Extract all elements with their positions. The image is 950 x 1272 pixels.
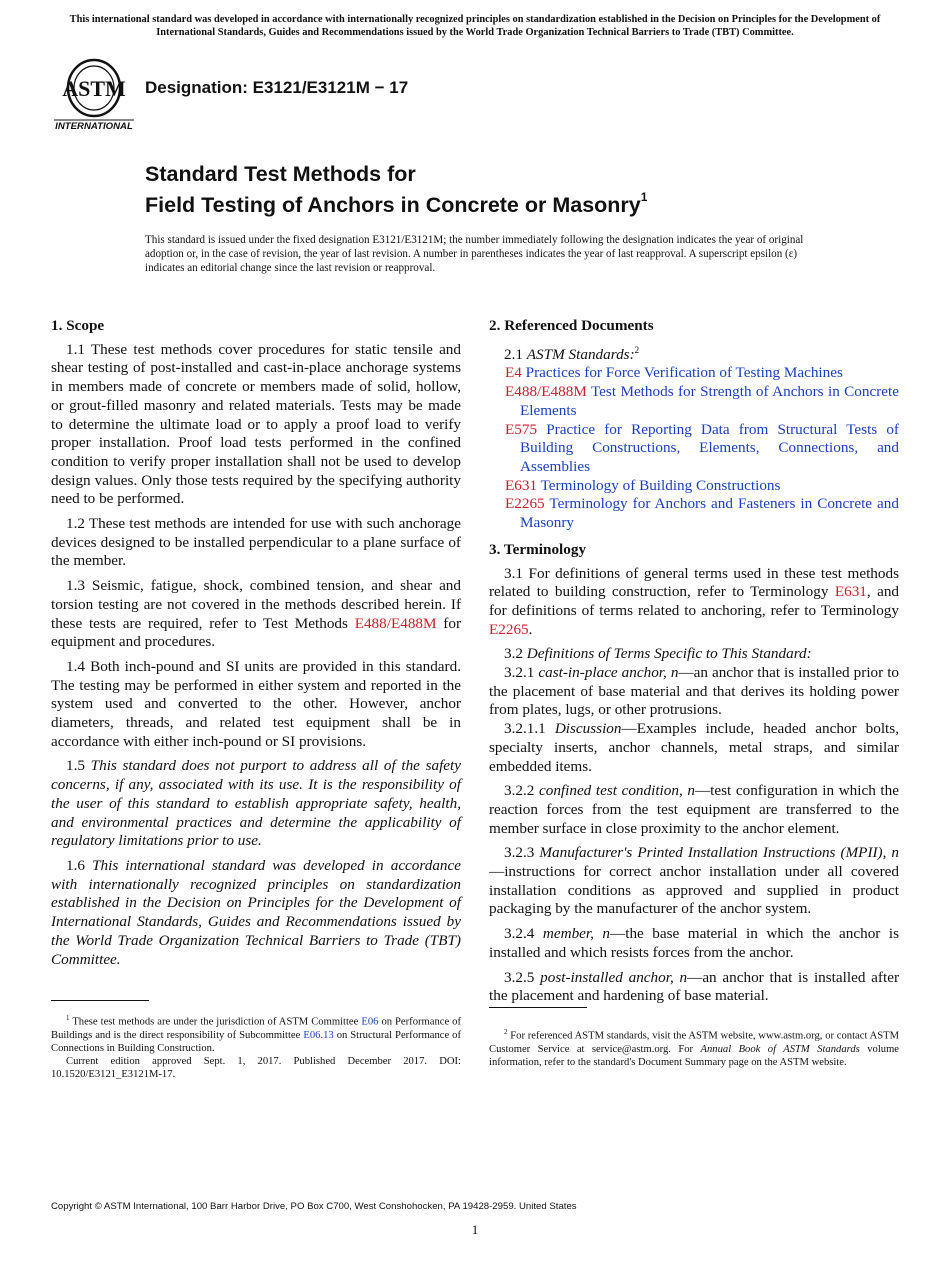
- top-notice: This international standard was developed in accordance with internationally recognized principles on standardization established in the Decision on Principles for the Development of International Standards, Guides and Recommendations issued by the World Trade Organization Technical Barriers to Trade (TBT) Committee.: [69, 14, 881, 38]
- designation: Designation: E3121/E3121M − 17: [145, 78, 409, 97]
- footnote-divider-right: [489, 1007, 587, 1008]
- para-3-2-4: 3.2.4 member, n—the base material in which the anchor is installed and which resists forces from the anchor.: [489, 925, 899, 961]
- issue-note: This standard is issued under the fixed designation E3121/E3121M; the number immediately following the designation indicates the year of original adoption or, in the case of revision, the year of last revision. A number in parentheses indicates the year of last reapproval. A superscript epsilon (ε) indicates an editorial change since the last revision or reapproval.: [145, 234, 804, 274]
- para-3-2-3: 3.2.3 Manufacturer's Printed Installation Instructions (MPII), n—instructions for correct anchor installation under all covered installation conditions as approved and supplied in product packaging by the manufacturer of the anchor system.: [489, 844, 899, 918]
- link-e06-13[interactable]: E06.13: [303, 1029, 334, 1041]
- title-line-2: Field Testing of Anchors in Concrete or Masonry$^1$: [145, 190, 648, 218]
- para-1-3: 1.3 Seismic, fatigue, shock, combined tension, and shear and torsion testing are not covered in the methods described herein. If these tests are required, refer to Test Methods E488/E488M for equipment and procedures.: [51, 577, 462, 651]
- para-3-2-1: 3.2.1 cast-in-place anchor, n—an anchor that is installed prior to the placement of base material and that derives its holding power from plates, lugs, or other protrusions.: [489, 664, 900, 719]
- copyright: Copyright © ASTM International, 100 Barr Harbor Drive, PO Box C700, West Conshohocken, PA 19428-2959. United States: [51, 1201, 577, 1212]
- footnote-1-edition: Current edition approved Sept. 1, 2017. Published December 2017. DOI: 10.1520/E3121_E3121M-17.: [51, 1055, 461, 1080]
- link-e631[interactable]: E631: [834, 583, 867, 601]
- para-3-2-1-1: 3.2.1.1 Discussion—Examples include, headed anchor bolts, specialty inserts, anchor channels, metal straps, and similar embedded items.: [489, 720, 899, 775]
- footnote-2: $^2$ For referenced ASTM standards, visit the ASTM website, www.astm.org, or contact ASTM Customer Service at service@astm.org. For Annual Book of ASTM Standards volume information, refer to the standard's Document Summary page on the ASTM website.: [489, 1028, 900, 1068]
- link-e06[interactable]: E06: [361, 1016, 379, 1028]
- reference-item[interactable]: E631 Terminology of Building Constructions: [505, 476, 781, 494]
- para-1-2: 1.2 These test methods are intended for use with such anchorage devices designed to be installed perpendicular to a plane surface of the member.: [51, 515, 461, 570]
- title-line-1: Standard Test Methods for: [145, 162, 416, 186]
- reference-item[interactable]: E4 Practices for Force Verification of Testing Machines: [505, 364, 843, 382]
- para-3-1: 3.1 For definitions of general terms used in these test methods related to building construction, refer to Terminology E631, and for definitions of terms related to anchoring, refer to Terminology E2265.: [489, 564, 900, 638]
- section-heading-terminology: 3. Terminology: [489, 540, 587, 558]
- document-title: [145, 161, 865, 218]
- para-3-2-5: 3.2.5 post-installed anchor, n—an anchor that is installed after the placement and hardening of base material.: [489, 968, 900, 1005]
- link-e488[interactable]: E488/E488M: [354, 614, 437, 632]
- reference-item[interactable]: E575 Practice for Reporting Data from Structural Tests of Building Constructions, Elements, Connections, and Assemblies: [505, 420, 899, 475]
- reference-list: [489, 364, 899, 532]
- para-2-1: 2.1 ASTM Standards:$^2$: [504, 344, 640, 363]
- page-number: 1: [471, 1222, 479, 1237]
- para-1-1: 1.1 These test methods cover procedures for static tensile and shear testing of post-installed and cast-in-place anchorage systems in members made of concrete or members made of solid, hollow, or grout-filled masonry and related materials. Tests may be made to determine the ultimate load or to apply a proof load to verify proper installation. Proof load tests performed in the confined condition to verify proper installation shall not be used to develop design values. Only those tests required by the specifying authority need to be performed.: [51, 340, 461, 508]
- reference-item[interactable]: E488/E488M Test Methods for Strength of Anchors in Concrete Elements: [505, 383, 899, 419]
- para-3-2-2: 3.2.2 confined test condition, n—test configuration in which the reaction forces from the test equipment are transferred to the member surface in close proximity to the anchor element.: [489, 782, 899, 837]
- section-heading-scope: 1. Scope: [51, 317, 105, 334]
- para-1-5: 1.5 This standard does not purport to address all of the safety concerns, if any, associated with its use. It is the responsibility of the user of this standard to establish appropriate safety, health, and environmental practices and determine the applicability of regulatory limitations prior to use.: [51, 757, 462, 850]
- left-column: [51, 317, 461, 975]
- astm-logo: [52, 56, 136, 136]
- logo-subtext: INTERNATIONAL: [55, 121, 133, 132]
- para-3-2: 3.2 Definitions of Terms Specific to This Standard:: [504, 645, 812, 663]
- logo-text: ASTM: [62, 76, 126, 101]
- section-heading-referenced: 2. Referenced Documents: [489, 317, 654, 334]
- reference-item[interactable]: E2265 Terminology for Anchors and Fasteners in Concrete and Masonry: [505, 495, 899, 532]
- para-1-4: 1.4 Both inch-pound and SI units are provided in this standard. The testing may be performed in either system and reported in the system used and converted to the other. However, anchor diameters, threads, and related test equipment shall be in accordance with either inch-pound or SI provisions.: [51, 657, 461, 750]
- link-e2265[interactable]: E2265: [489, 620, 529, 638]
- footnote-1: $^1$ These test methods are under the jurisdiction of ASTM Committee E06 on Performance of Buildings and is the direct responsibility of Subcommittee E06.13 on Structural Performance of Connections in Building Construction. Current edition approved Sept. 1, 2017. Published December 2017. DOI: 10.1520/E3121_E3121M-17.: [51, 1014, 462, 1080]
- footnote-divider-left: [51, 1000, 149, 1001]
- para-1-6: 1.6 This international standard was developed in accordance with internationally recognized principles on standardization established in the Decision on Principles for the Development of International Standards, Guides and Recommendations issued by the World Trade Organization Technical Barriers to Trade (TBT) Committee.: [51, 856, 462, 968]
- right-column: [489, 317, 899, 1012]
- title-footnote-marker: 1: [640, 190, 648, 204]
